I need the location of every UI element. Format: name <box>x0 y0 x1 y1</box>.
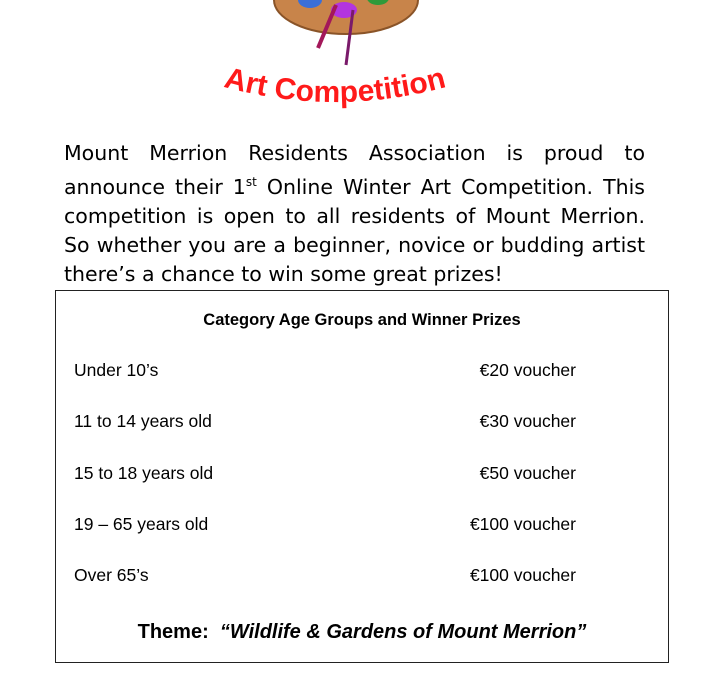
prizes-box <box>55 290 669 663</box>
theme-value: “Wildlife & Gardens of Mount Merrion” <box>219 621 587 643</box>
prize-value: €20 voucher <box>479 360 576 380</box>
category-label: 11 to 14 years old <box>74 411 212 431</box>
prize-value: €50 voucher <box>479 463 576 483</box>
theme-label: Theme: <box>137 621 209 643</box>
category-label: Over 65’s <box>74 565 149 585</box>
prize-value: €30 voucher <box>479 411 576 431</box>
intro-paragraph: Mount Merrion Residents Association is proud to announce their 1st Online Winter Art Competition. This competition is open to all residents of Mount Merrion. So whether you are a beginner, novice or budding artist there’s a chance to win some great prizes! <box>64 141 645 286</box>
prize-value: €100 voucher <box>469 514 576 534</box>
category-label: 19 – 65 years old <box>74 514 209 534</box>
theme-line <box>56 621 668 644</box>
title-text: Art Competition <box>221 61 449 110</box>
prizes-heading: Category Age Groups and Winner Prizes <box>203 311 521 329</box>
category-label: 15 to 18 years old <box>74 463 214 483</box>
prize-value: €100 voucher <box>469 565 576 585</box>
page-title <box>185 48 485 128</box>
category-label: Under 10’s <box>74 360 159 380</box>
svg-text:Art Competition <box>221 62 448 110</box>
